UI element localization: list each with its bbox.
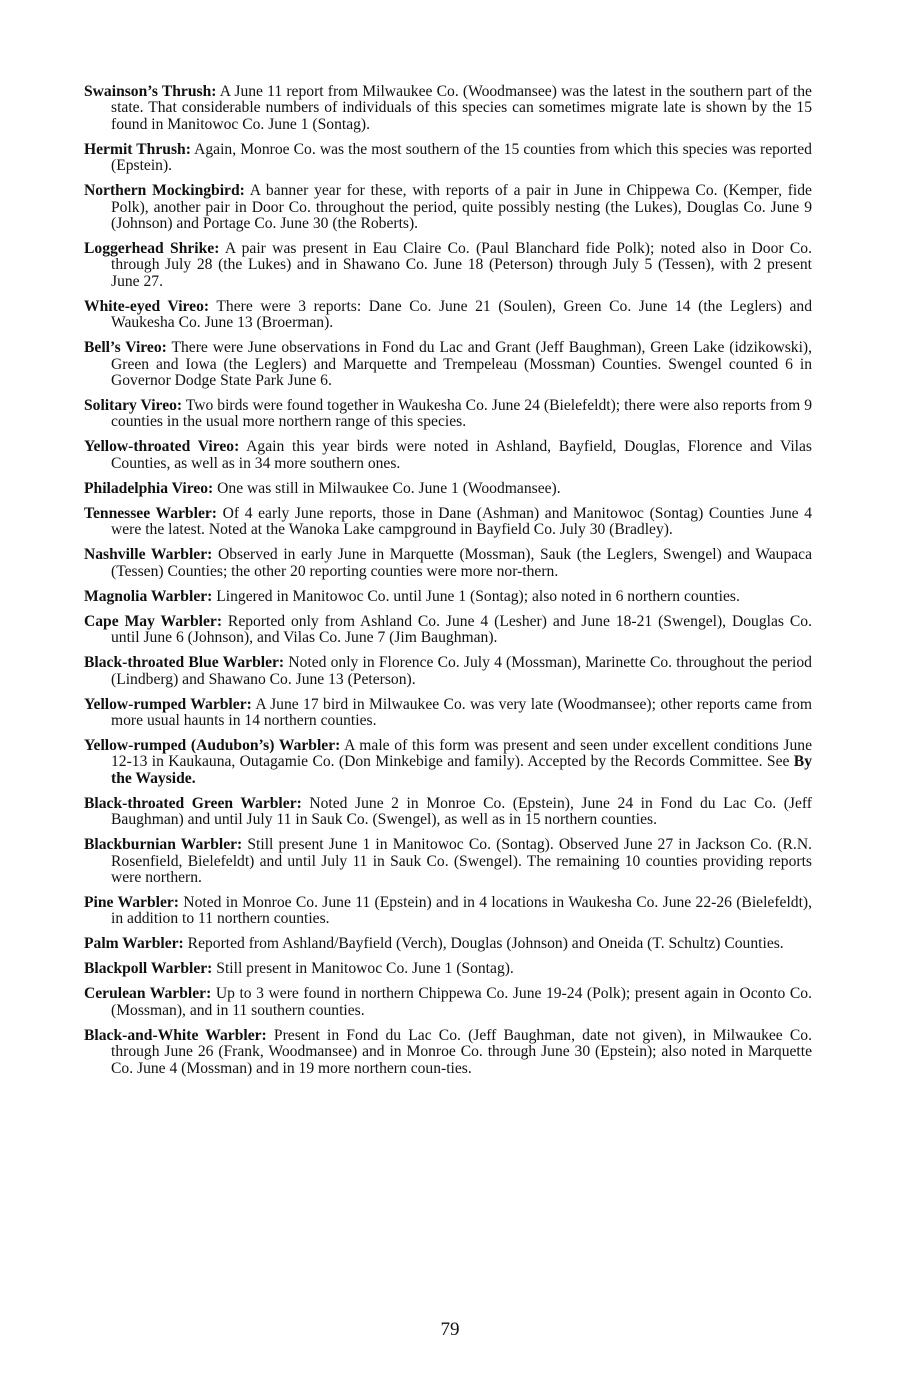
species-entry-white-eyed-vireo (84, 299, 812, 332)
species-account: Noted in Monroe Co. June 11 (Epstein) and in 4 locations in Waukesha Co. June 22-26 (Bielefeldt), in addition to 11 northern counties. (111, 893, 812, 928)
species-account: A June 17 bird in Milwaukee Co. was very late (Woodmansee); other reports came from more usual haunts in 14 northern counties. (111, 695, 812, 729)
species-name: Blackpoll Warbler: (84, 960, 213, 978)
species-entry-northern-mockingbird (84, 183, 812, 232)
species-name: Pine Warbler: (84, 893, 179, 911)
species-account: Two birds were found together in Waukesha Co. June 24 (Bielefeldt); there were also reports from 9 counties in the usual more northern range of this species. (111, 397, 812, 431)
species-account: Still present June 1 in Manitowoc Co. (Sontag). Observed June 27 in Jackson Co. (R.N. Rosenfield, Bielefeldt) and until July 11 in Sauk Co. (Swengel). The remaining 10 counties providing reports were northern. (111, 836, 812, 886)
species-name: Philadelphia Vireo: (84, 479, 214, 497)
species-entry-solitary-vireo (84, 398, 812, 431)
species-name: Black-throated Blue Warbler: (84, 654, 285, 672)
species-name: Blackburnian Warbler: (84, 836, 243, 854)
species-name: Cape May Warbler: (84, 612, 223, 630)
species-account: Noted June 2 in Monroe Co. (Epstein), June 24 in Fond du Lac Co. (Jeff Baughman) and until July 11 in Sauk Co. (Swengel), as well as in 15 northern counties. (111, 794, 812, 829)
species-entry-nashville-warbler (84, 547, 812, 580)
species-entry-yellow-throated-vireo (84, 439, 812, 472)
species-entry-tennessee-warbler (84, 506, 812, 539)
species-entry-black-throated-blue-warbler (84, 655, 812, 688)
species-name: Bell’s Vireo: (84, 339, 167, 357)
species-name: Hermit Thrush: (84, 140, 191, 158)
species-name: Magnolia Warbler: (84, 587, 213, 605)
species-account: Reported from Ashland/Bayfield (Verch), Douglas (Johnson) and Oneida (T. Schultz) Counties. (183, 935, 784, 953)
species-account: Up to 3 were found in northern Chippewa Co. June 19-24 (Polk); present again in Oconto Co. (Mossman), and in 11 southern counties. (111, 985, 812, 1019)
species-account: One was still in Milwaukee Co. June 1 (Woodmansee). (213, 479, 561, 497)
species-account: Present in Fond du Lac Co. (Jeff Baughman, date not given), in Milwaukee Co. through June 26 (Frank, Woodmansee) and in Monroe Co. through June 30 (Epstein); also noted in Marquette Co. June 4 (Mossman) and in 19 more northern coun-ties. (111, 1026, 812, 1077)
species-name: Black-throated Green Warbler: (84, 794, 302, 812)
species-account: A pair was present in Eau Claire Co. (Paul Blanchard fide Polk); noted also in Door Co. through July 28 (the Lukes) and in Shawano Co. June 18 (Peterson) through July 5 (Tessen), with 2 present June 27. (111, 240, 813, 290)
page-number: 79 (440, 1319, 460, 1340)
species-account: Lingered in Manitowoc Co. until June 1 (Sontag); also noted in 6 northern counties. (212, 587, 740, 605)
species-account: Noted only in Florence Co. July 4 (Mossman), Marinette Co. throughout the period (Lindberg) and Shawano Co. June 13 (Peterson). (111, 654, 812, 688)
species-name: Cerulean Warbler: (84, 985, 212, 1003)
species-entry-cape-may-warbler (84, 614, 812, 647)
species-entry-black-and-white-warbler (84, 1028, 812, 1077)
species-entry-audubons-warbler (84, 738, 812, 787)
species-name: Northern Mockingbird: (84, 182, 245, 200)
species-name: White-eyed Vireo: (84, 297, 210, 315)
species-entry-bells-vireo (84, 340, 812, 389)
species-entry-blackpoll-warbler (84, 961, 812, 977)
species-account: Observed in early June in Marquette (Mossman), Sauk (the Leglers, Swengel) and Waupaca (Tessen) Counties; the other 20 reporting counties were more nor-thern. (111, 546, 813, 580)
species-entry-palm-warbler (84, 936, 812, 952)
species-entry-blackburnian-warbler (84, 837, 812, 886)
species-entry-yellow-rumped-warbler (84, 697, 812, 730)
species-name: Black-and-White Warbler: (84, 1026, 267, 1044)
species-name: Palm Warbler: (84, 935, 184, 953)
species-name: Yellow-rumped Warbler: (84, 695, 252, 713)
species-account: There were 3 reports: Dane Co. June 21 (Soulen), Green Co. June 14 (the Leglers) and Waukesha Co. June 13 (Broerman). (111, 297, 813, 332)
species-entry-philadelphia-vireo (84, 481, 812, 497)
species-name: Swainson’s Thrush: (84, 83, 217, 100)
species-name: Yellow-throated Vireo: (84, 438, 240, 456)
species-name: Tennessee Warbler: (84, 504, 217, 522)
species-account: Of 4 early June reports, those in Dane (Ashman) and Manitowoc (Sontag) Counties June 4 were the latest. Noted at the Wanoka Lake campground in Bayfield Co. July 30 (Bradley). (111, 504, 812, 539)
species-name: Nashville Warbler: (84, 546, 213, 564)
cross-reference: By the Wayside. (111, 753, 812, 787)
species-account: Still present in Manitowoc Co. June 1 (Sontag). (212, 960, 514, 978)
species-name: Loggerhead Shrike: (84, 240, 220, 258)
species-account: There were June observations in Fond du Lac and Grant (Jeff Baughman), Green Lake (idzikowski), Green and Iowa (the Leglers) and Marquette and Trempeleau (Mossman) Counties. Swengel counted 6 in Governor Dodge State Park June 6. (111, 339, 812, 390)
species-entry-cerulean-warbler (84, 986, 812, 1019)
species-account: A June 11 report from Milwaukee Co. (Woodmansee) was the latest in the southern part of the state. That considerable numbers of individuals of this species can sometimes migrate late is shown by the 15 found in Manitowoc Co. June 1 (Sontag). (111, 83, 812, 133)
species-account: A banner year for these, with reports of a pair in June in Chippewa Co. (Kemper, fide Polk), another pair in Door Co. throughout the period, quite possibly nesting (the Lukes), Douglas Co. June 9 (Johnson) and Portage Co. June 30 (the Roberts). (111, 182, 812, 233)
species-name: Solitary Vireo: (84, 397, 183, 415)
species-entry-magnolia-warbler (84, 589, 812, 605)
species-account: Again this year birds were noted in Ashland, Bayfield, Douglas, Florence and Vilas Counties, as well as in 34 more southern ones. (111, 438, 812, 472)
species-name: Yellow-rumped (Audubon’s) Warbler: (84, 736, 341, 754)
species-entry-swainsons-thrush (84, 84, 812, 133)
species-entry-pine-warbler (84, 895, 812, 928)
document-body (84, 84, 812, 1086)
species-account: Again, Monroe Co. was the most southern of the 15 counties from which this species was reported (Epstein). (111, 140, 812, 175)
species-account: A male of this form was present and seen under excellent conditions June 12-13 in Kaukauna, Outagamie Co. (Don Minkebige and family). Accepted by the Records Committee. See (111, 736, 812, 771)
species-entry-loggerhead-shrike (84, 241, 812, 290)
species-account: Reported only from Ashland Co. June 4 (Lesher) and June 18-21 (Swengel), Douglas Co. until June 6 (Johnson), and Vilas Co. June 7 (Jim Baughman). (111, 612, 812, 647)
species-entry-black-throated-green-warbler (84, 796, 812, 829)
species-entry-hermit-thrush (84, 142, 812, 175)
